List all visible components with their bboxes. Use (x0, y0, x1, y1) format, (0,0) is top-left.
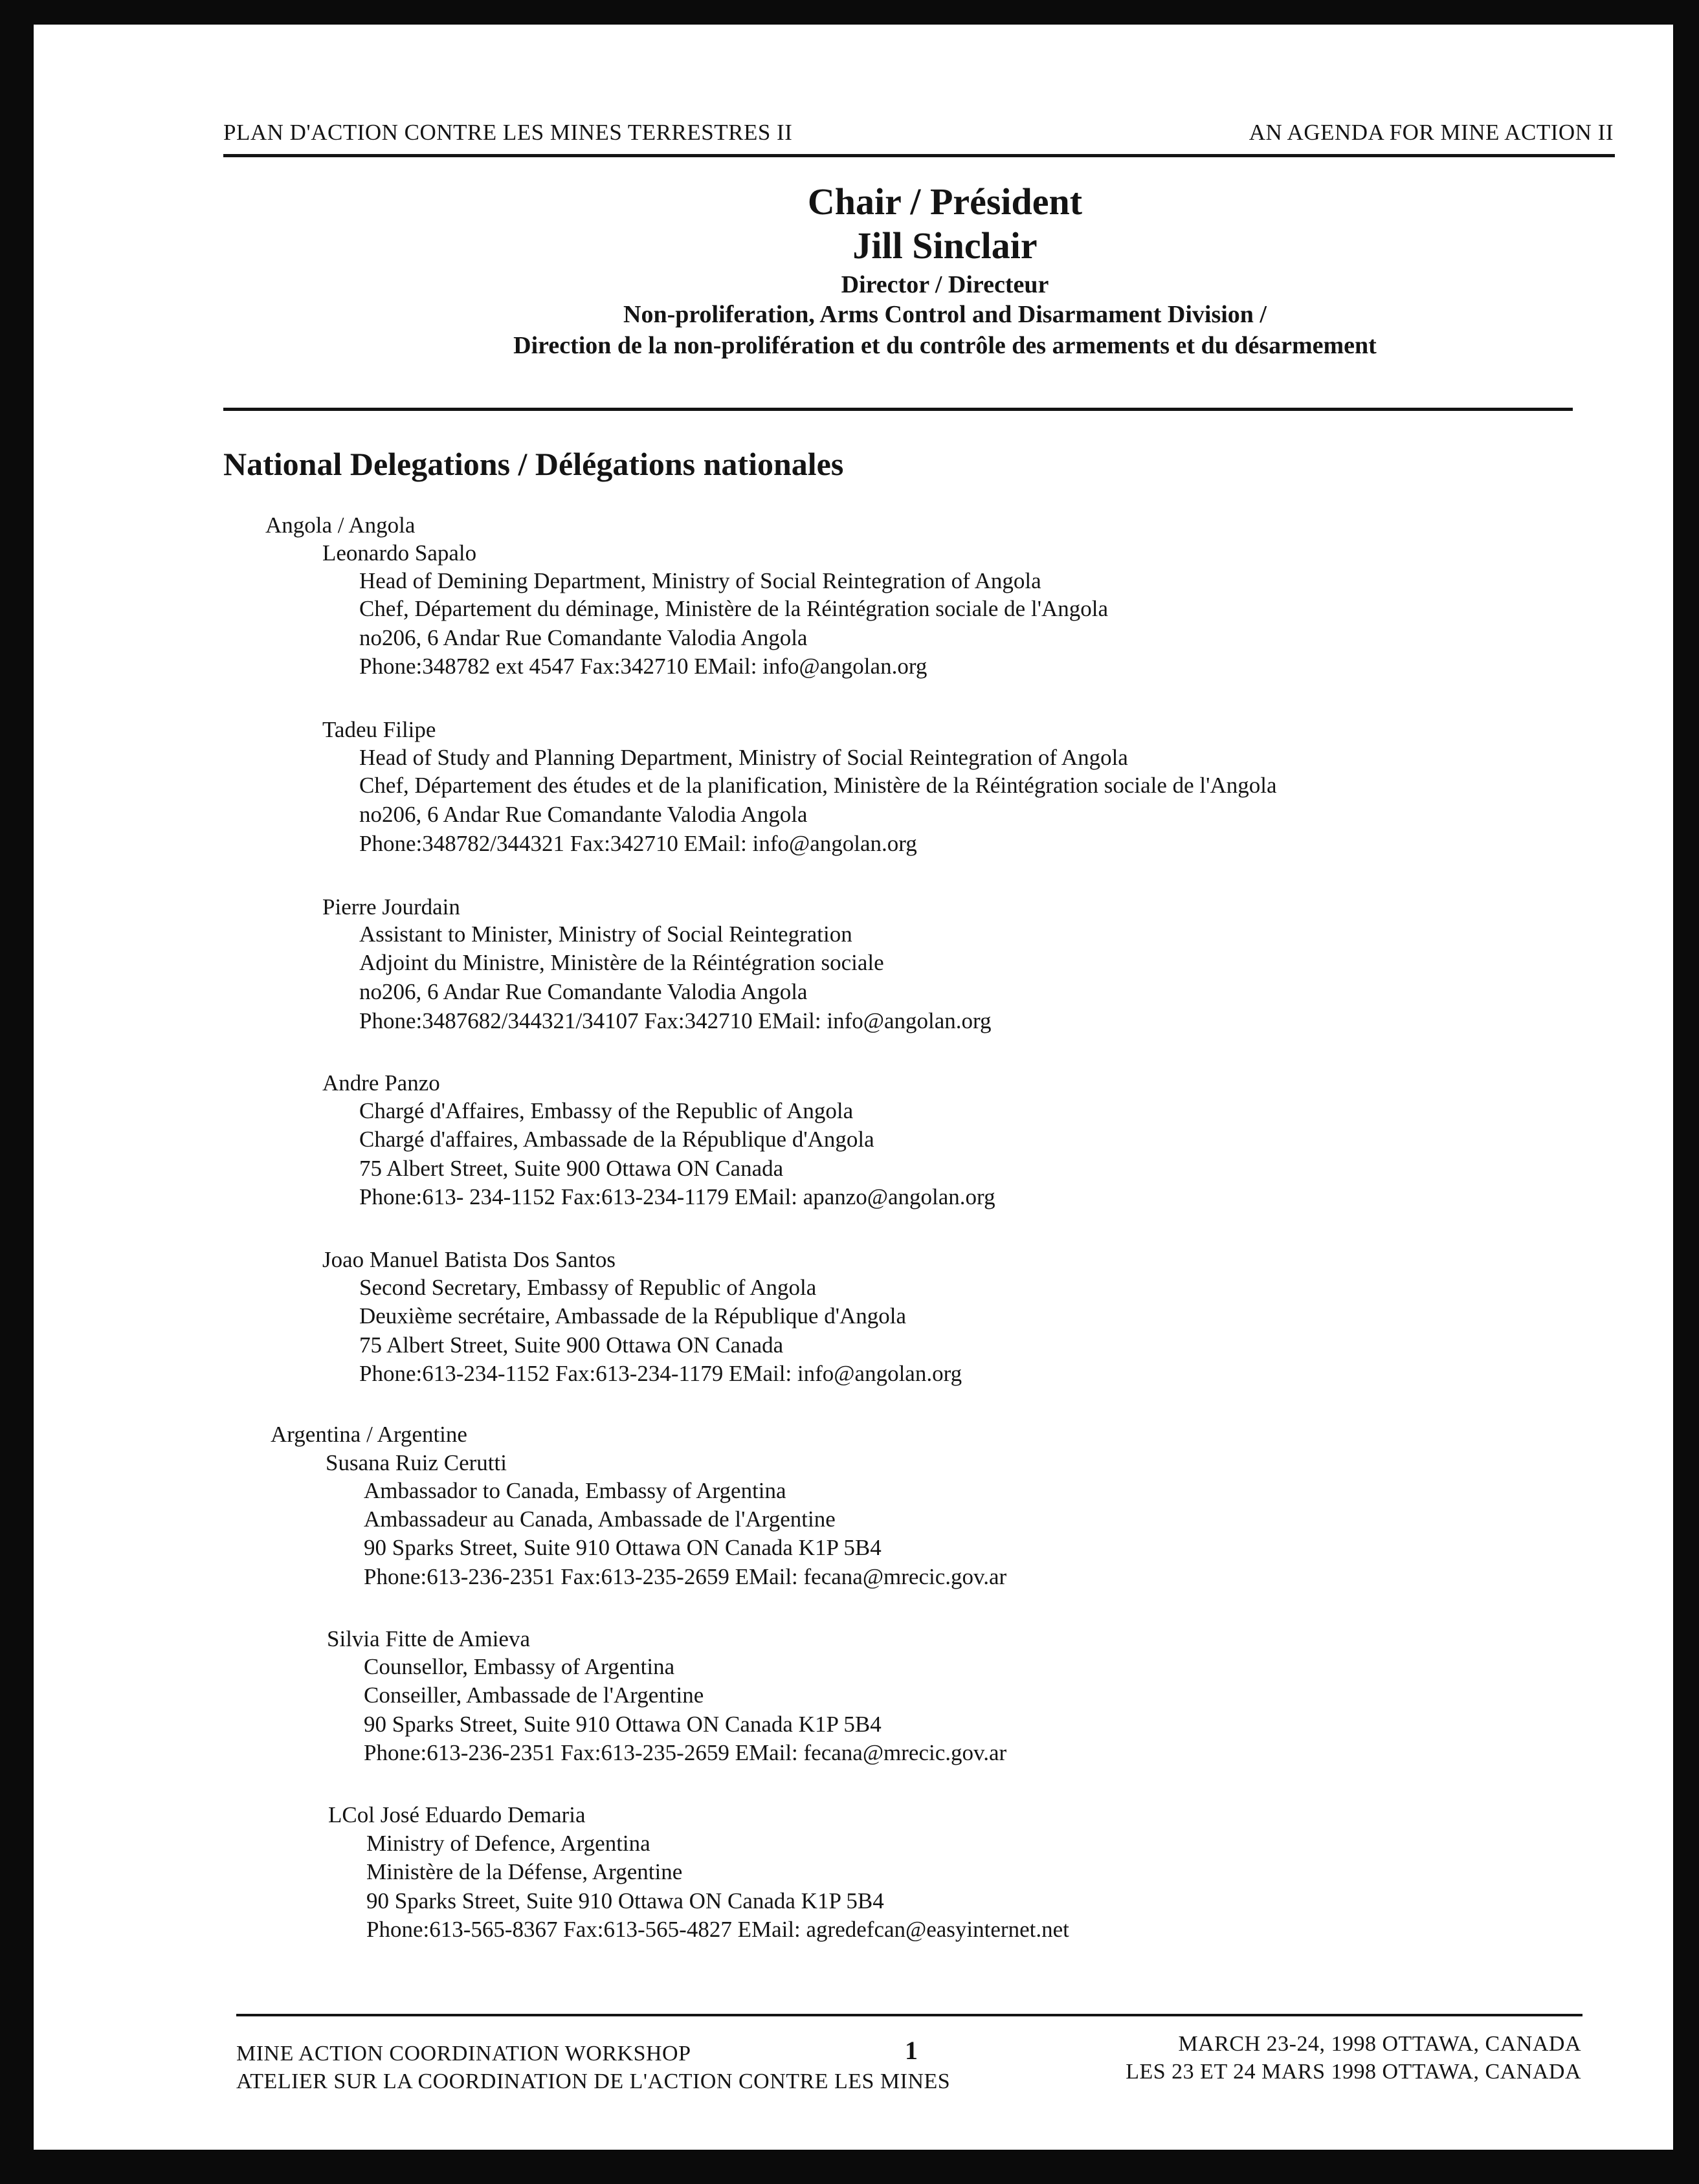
delegate-line: Phone:613- 234-1152 Fax:613-234-1179 EMail: apanzo@angolan.org (359, 1184, 995, 1209)
delegate-line: 90 Sparks Street, Suite 910 Ottawa ON Canada K1P 5B4 (364, 1535, 882, 1560)
chair-role: Director / Directeur (841, 271, 1049, 298)
running-header-right: AN AGENDA FOR MINE ACTION II (1249, 120, 1614, 145)
section-rule (223, 408, 1573, 411)
chair-name: Jill Sinclair (852, 225, 1038, 267)
delegate-name: Silvia Fitte de Amieva (327, 1626, 530, 1651)
delegate-line: Phone:348782 ext 4547 Fax:342710 EMail: info@angolan.org (359, 654, 927, 679)
delegate-line: Ambassador to Canada, Embassy of Argentina (364, 1478, 786, 1503)
scan-border-top (0, 0, 1699, 25)
delegate-line: Conseiller, Ambassade de l'Argentine (364, 1682, 704, 1708)
scan-border-bottom (0, 2150, 1699, 2184)
delegate-line: Chargé d'affaires, Ambassade de la République d'Angola (359, 1127, 874, 1152)
delegate-line: Phone:613-236-2351 Fax:613-235-2659 EMail: fecana@mrecic.gov.ar (364, 1740, 1007, 1765)
delegate-line: Phone:348782/344321 Fax:342710 EMail: info@angolan.org (359, 831, 917, 856)
header-rule (223, 154, 1615, 157)
delegate-line: Head of Demining Department, Ministry of Social Reintegration of Angola (359, 568, 1041, 593)
delegate-line: Phone:613-236-2351 Fax:613-235-2659 EMail: fecana@mrecic.gov.ar (364, 1564, 1007, 1589)
delegate-name: Andre Panzo (322, 1070, 440, 1096)
country-heading: Angola / Angola (265, 513, 416, 538)
delegate-name: Tadeu Filipe (322, 717, 436, 742)
chair-title: Chair / Président (807, 181, 1083, 223)
delegate-name: Susana Ruiz Cerutti (326, 1450, 507, 1475)
footer-date-en: MARCH 23-24, 1998 OTTAWA, CANADA (1178, 2032, 1581, 2056)
delegate-name: Leonardo Sapalo (322, 540, 477, 566)
delegate-line: no206, 6 Andar Rue Comandante Valodia Angola (359, 625, 808, 650)
delegate-line: Ambassadeur au Canada, Ambassade de l'Argentine (364, 1506, 836, 1532)
footer-rule (236, 2014, 1582, 2016)
delegate-line: Chargé d'Affaires, Embassy of the Republic of Angola (359, 1098, 854, 1123)
delegate-line: Head of Study and Planning Department, Ministry of Social Reintegration of Angola (359, 745, 1128, 770)
footer-date-fr: LES 23 ET 24 MARS 1998 OTTAWA, CANADA (1126, 2060, 1581, 2084)
delegate-line: Phone:613-565-8367 Fax:613-565-4827 EMail: agredefcan@easyinternet.net (366, 1917, 1069, 1942)
footer-event-fr: ATELIER SUR LA COORDINATION DE L'ACTION CONTRE LES MINES (236, 2069, 951, 2093)
delegate-line: no206, 6 Andar Rue Comandante Valodia Angola (359, 979, 808, 1004)
delegate-line: Assistant to Minister, Ministry of Social Reintegration (359, 921, 852, 947)
delegate-line: 90 Sparks Street, Suite 910 Ottawa ON Canada K1P 5B4 (366, 1888, 884, 1914)
delegate-line: Phone:3487682/344321/34107 Fax:342710 EMail: info@angolan.org (359, 1008, 992, 1033)
scan-border-left (0, 0, 34, 2184)
delegate-line: Phone:613-234-1152 Fax:613-234-1179 EMail: info@angolan.org (359, 1361, 962, 1386)
delegate-line: Deuxième secrétaire, Ambassade de la République d'Angola (359, 1303, 907, 1329)
delegate-line: 90 Sparks Street, Suite 910 Ottawa ON Canada K1P 5B4 (364, 1712, 882, 1737)
chair-division-fr: Direction de la non-prolifération et du contrôle des armements et du désarmement (513, 332, 1377, 359)
delegate-line: no206, 6 Andar Rue Comandante Valodia Angola (359, 802, 808, 827)
delegate-line: 75 Albert Street, Suite 900 Ottawa ON Canada (359, 1156, 784, 1181)
page-number: 1 (905, 2036, 918, 2065)
delegate-line: Ministry of Defence, Argentina (366, 1831, 650, 1856)
delegate-line: Counsellor, Embassy of Argentina (364, 1654, 675, 1679)
delegate-line: Chef, Département des études et de la planification, Ministère de la Réintégration sociale de l'Angola (359, 773, 1277, 798)
country-heading: Argentina / Argentine (271, 1422, 467, 1447)
delegate-name: Joao Manuel Batista Dos Santos (322, 1247, 616, 1272)
delegate-name: Pierre Jourdain (322, 894, 460, 920)
section-title: National Delegations / Délégations nationales (223, 446, 844, 482)
running-header-left: PLAN D'ACTION CONTRE LES MINES TERRESTRES II (223, 120, 793, 145)
delegate-line: Chef, Département du déminage, Ministère de la Réintégration sociale de l'Angola (359, 596, 1109, 621)
delegate-line: Ministère de la Défense, Argentine (366, 1859, 683, 1884)
delegate-line: 75 Albert Street, Suite 900 Ottawa ON Canada (359, 1332, 784, 1358)
delegate-name: LCol José Eduardo Demaria (328, 1802, 586, 1827)
chair-division-en: Non-proliferation, Arms Control and Disarmament Division / (623, 301, 1267, 328)
footer-event-en: MINE ACTION COORDINATION WORKSHOP (236, 2042, 691, 2066)
scan-border-right (1673, 0, 1699, 2184)
delegate-line: Adjoint du Ministre, Ministère de la Réintégration sociale (359, 950, 884, 975)
delegate-line: Second Secretary, Embassy of Republic of Angola (359, 1275, 817, 1300)
